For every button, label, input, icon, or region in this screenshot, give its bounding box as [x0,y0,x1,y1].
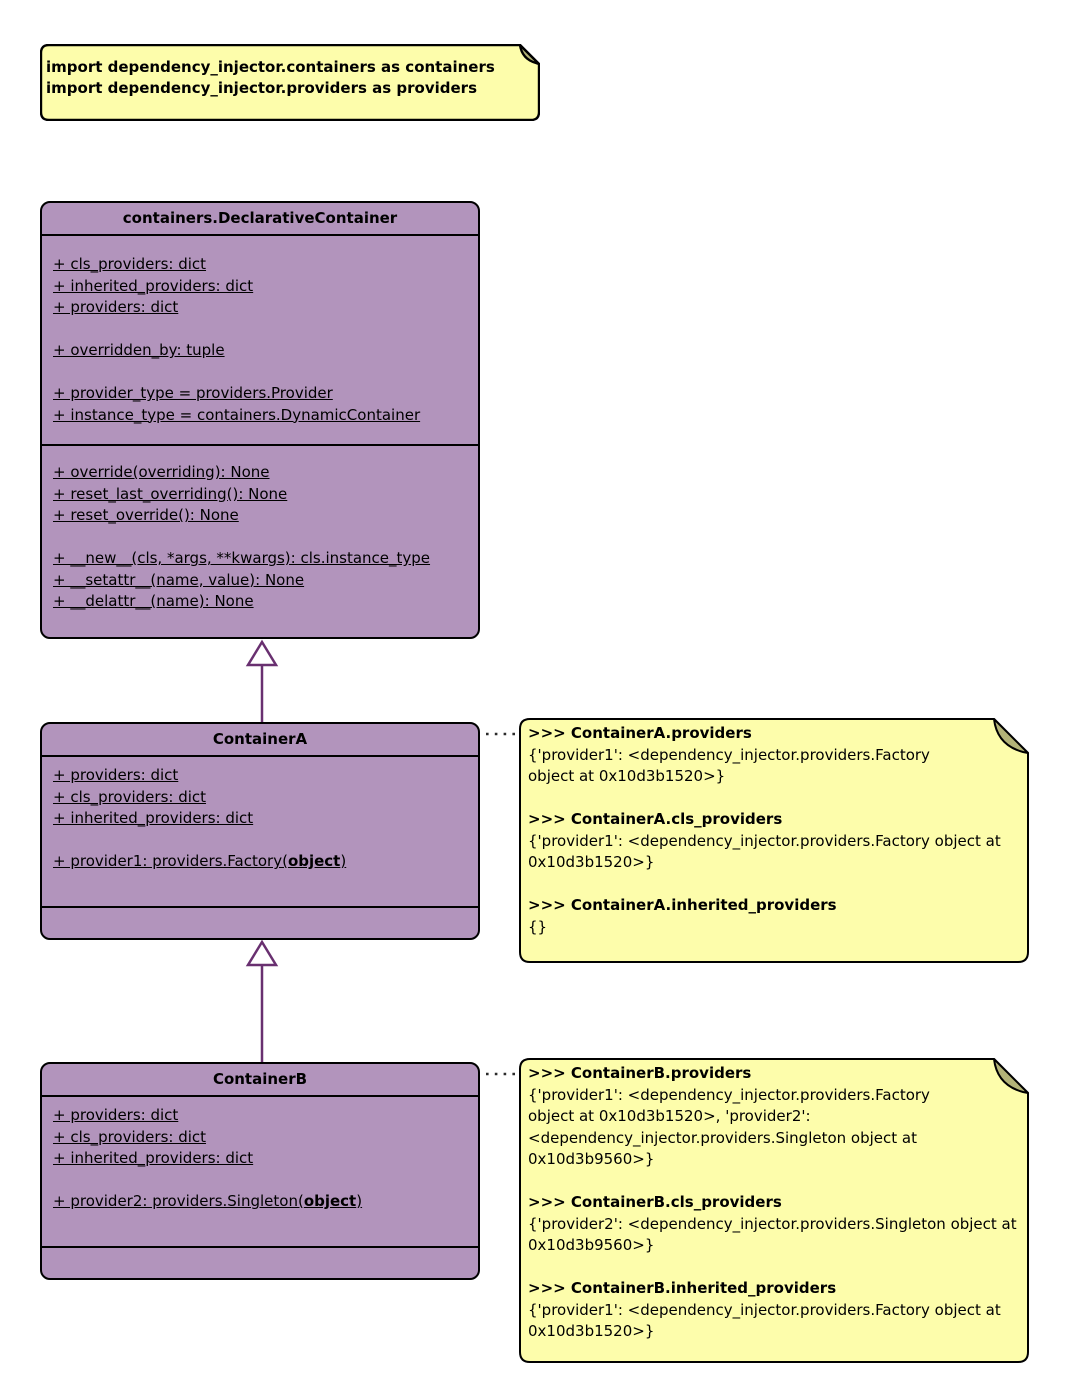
attribute-row: + cls_providers: dict [53,255,207,273]
methods-compartment [42,444,478,637]
method-row: + reset_override(): None [53,506,239,524]
repl-output-line: {'provider1': <dependency_injector.providers.Factory [528,1085,930,1104]
import-line: import dependency_injector.containers as containers [46,58,495,76]
repl-output-line: {'provider1': <dependency_injector.providers.Factory object at [528,831,1001,850]
spacer [528,1171,1020,1193]
repl-output-line: 0x10d3b9560>} [528,1236,655,1254]
attribute-row: + providers: dict [53,298,179,316]
attr-text-bold: object [303,1192,357,1210]
method-row: + reset_last_overriding(): None [53,484,288,503]
repl-output-line: 0x10d3b9560>} [528,1150,655,1168]
repl-output-line: <dependency_injector.providers.Singleton object at [528,1128,917,1147]
attribute-row: + providers: dict [53,766,179,784]
attributes-compartment [42,236,478,444]
attribute-row [53,851,467,873]
class-title: ContainerA [42,724,478,757]
spacer [53,319,467,341]
repl-output-line: object at 0x10d3b1520>} [528,767,726,785]
attribute-row: + inherited_providers: dict [53,809,254,827]
method-row: + __new__(cls, *args, **kwargs): cls.instance_type [53,549,431,567]
repl-command: >>> ContainerA.cls_providers [528,810,783,828]
repl-output-line: {} [528,917,548,936]
repl-command: >>> ContainerA.inherited_providers [528,896,837,914]
repl-output-line: 0x10d3b1520>} [528,1322,655,1340]
attribute-row: + inherited_providers: dict [53,1149,254,1167]
class-container-b [40,1062,480,1280]
attr-text-post: ) [340,852,347,870]
repl-output-line: {'provider1': <dependency_injector.providers.Factory [528,745,930,764]
repl-command: >>> ContainerB.inherited_providers [528,1279,837,1297]
import-line: import dependency_injector.providers as providers [46,79,478,97]
attribute-row: + overridden_by: tuple [53,341,225,359]
inheritance-arrow-containerb-to-containera [248,942,276,1062]
note-container-a-output [519,718,1029,963]
spacer [528,874,1020,896]
repl-command: >>> ContainerA.providers [528,724,752,742]
attr-text-pre: + provider2: providers.Singleton( [53,1192,304,1210]
repl-output-line: 0x10d3b1520>} [528,853,655,871]
note-container-b-output [519,1058,1029,1363]
inheritance-arrow-containera-to-declarative [248,642,276,722]
class-declarative-container [40,201,480,639]
spacer [53,830,467,852]
attribute-row: + instance_type = containers.DynamicContainer [53,405,421,424]
attribute-row: + inherited_providers: dict [53,276,254,295]
methods-compartment-empty [42,906,478,938]
attr-text-pre: + provider1: providers.Factory( [53,852,288,870]
imports-note [40,44,540,121]
repl-command: >>> ContainerB.providers [528,1064,752,1082]
class-title: containers.DeclarativeContainer [42,203,478,236]
repl-output-line: {'provider1': <dependency_injector.providers.Factory object at [528,1300,1001,1319]
spacer [528,1257,1020,1279]
method-row: + __setattr__(name, value): None [53,570,305,589]
methods-compartment-empty [42,1246,478,1278]
attribute-row: + cls_providers: dict [53,1127,207,1146]
attributes-compartment [42,757,478,906]
attribute-row: + providers: dict [53,1106,179,1124]
spacer [53,1170,467,1192]
attributes-compartment [42,1097,478,1246]
method-row: + __delattr__(name): None [53,592,254,610]
attr-text-bold: object [287,852,341,870]
attribute-row: + cls_providers: dict [53,787,207,806]
attr-text-post: ) [356,1192,363,1210]
attribute-row [53,1191,467,1213]
class-container-a [40,722,480,940]
class-title: ContainerB [42,1064,478,1097]
repl-command: >>> ContainerB.cls_providers [528,1193,782,1211]
repl-output-line: object at 0x10d3b1520>, 'provider2': [528,1107,811,1125]
spacer [528,788,1020,810]
spacer [53,527,467,549]
repl-output-line: {'provider2': <dependency_injector.providers.Singleton object at [528,1214,1017,1233]
spacer [53,362,467,384]
attribute-row: + provider_type = providers.Provider [53,384,333,402]
method-row: + override(overriding): None [53,463,270,481]
